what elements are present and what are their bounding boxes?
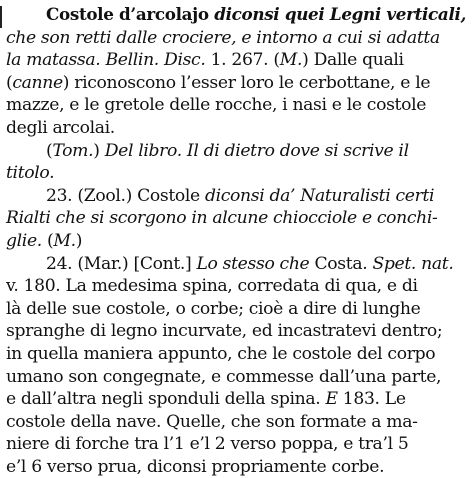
text-span: Lo stesso che <box>196 253 310 274</box>
text-line <box>6 4 466 27</box>
text-span: titolo. <box>6 163 55 184</box>
text-span: diconsi quei Legni verticali, <box>214 5 466 25</box>
text-span: 1. 267. ( <box>205 50 280 71</box>
text-line <box>6 388 466 411</box>
text-span: canne <box>12 72 63 93</box>
text-span: M. <box>53 230 76 251</box>
text-span: in quella maniera appunto, che le costole del corpo <box>6 343 436 364</box>
text-span: v. 180. La medesima spina, corredata di qua, e di <box>6 276 418 297</box>
text-line <box>6 94 466 117</box>
text-line <box>6 72 466 95</box>
text-span: M. <box>279 50 303 71</box>
text-span: là delle sue costole, o corbe; cioè a dire di lunghe <box>6 298 421 319</box>
text-span: e’l 6 verso prua, diconsi propriamente corbe. <box>6 456 385 477</box>
text-line <box>6 27 466 50</box>
text-line <box>6 320 466 343</box>
text-span: Costa. <box>309 253 373 274</box>
text-span: niere di forche tra l’1 e’l 2 verso poppa, e tra’l 5 <box>6 434 409 455</box>
text-line <box>6 117 466 140</box>
text-span: diconsi da’ Naturalisti certi <box>204 185 435 206</box>
text-line <box>6 456 466 478</box>
text-span: ) <box>75 230 83 251</box>
text-span: mazze, e le gretole delle rocche, i nasi e le costole <box>6 95 427 116</box>
text-line <box>6 185 466 208</box>
text-line <box>6 298 466 321</box>
text-line <box>6 207 466 230</box>
text-line <box>6 253 466 276</box>
text-span: degli arcolai. <box>6 117 115 138</box>
sense-number: 23. (Zool.) Costole <box>46 185 205 206</box>
sense-number: 24. (Mar.) [Cont.] <box>46 253 197 274</box>
text-span: ( <box>46 140 53 161</box>
text-span: ) riconoscono l’esser loro le cerbottane, e le <box>62 72 431 93</box>
text-span: ( <box>6 72 13 93</box>
dictionary-page <box>6 4 466 478</box>
text-span: Tom. <box>52 140 94 161</box>
text-span: e dall’altra negli sponduli della spina. <box>6 389 326 410</box>
text-line <box>6 140 466 163</box>
text-span: Rialti che si scorgono in alcune chiocciole e conchi- <box>6 208 438 229</box>
citation: la matassa. Bellin. Disc. <box>6 50 206 71</box>
text-span: spranghe di legno incurvate, ed incastratevi dentro; <box>6 321 443 342</box>
text-line <box>6 162 466 185</box>
text-line <box>6 366 466 389</box>
text-span: umano son congegnate, e commesse dall’una parte, <box>6 366 442 387</box>
headword: Costole d’arcolajo <box>46 5 215 25</box>
margin-bar <box>0 6 2 28</box>
text-span: che son retti dalle crociere, e intorno a cui si adatta <box>6 27 440 48</box>
text-line <box>6 275 466 298</box>
text-span: ) Dalle quali <box>302 50 404 71</box>
text-line <box>6 230 466 253</box>
citation: Spet. nat. <box>372 253 454 274</box>
text-span: ) <box>93 140 105 161</box>
text-line <box>6 49 466 72</box>
text-span: costole della nave. Quelle, che son formate a ma- <box>6 411 418 432</box>
text-span: Del libro. Il di dietro dove si scrive il <box>104 140 409 161</box>
text-line <box>6 343 466 366</box>
text-span: E <box>325 389 338 410</box>
text-line <box>6 411 466 434</box>
text-line <box>6 433 466 456</box>
text-span: 183. Le <box>337 389 406 410</box>
text-span: ( <box>41 230 54 251</box>
text-span: glie. <box>6 230 42 251</box>
